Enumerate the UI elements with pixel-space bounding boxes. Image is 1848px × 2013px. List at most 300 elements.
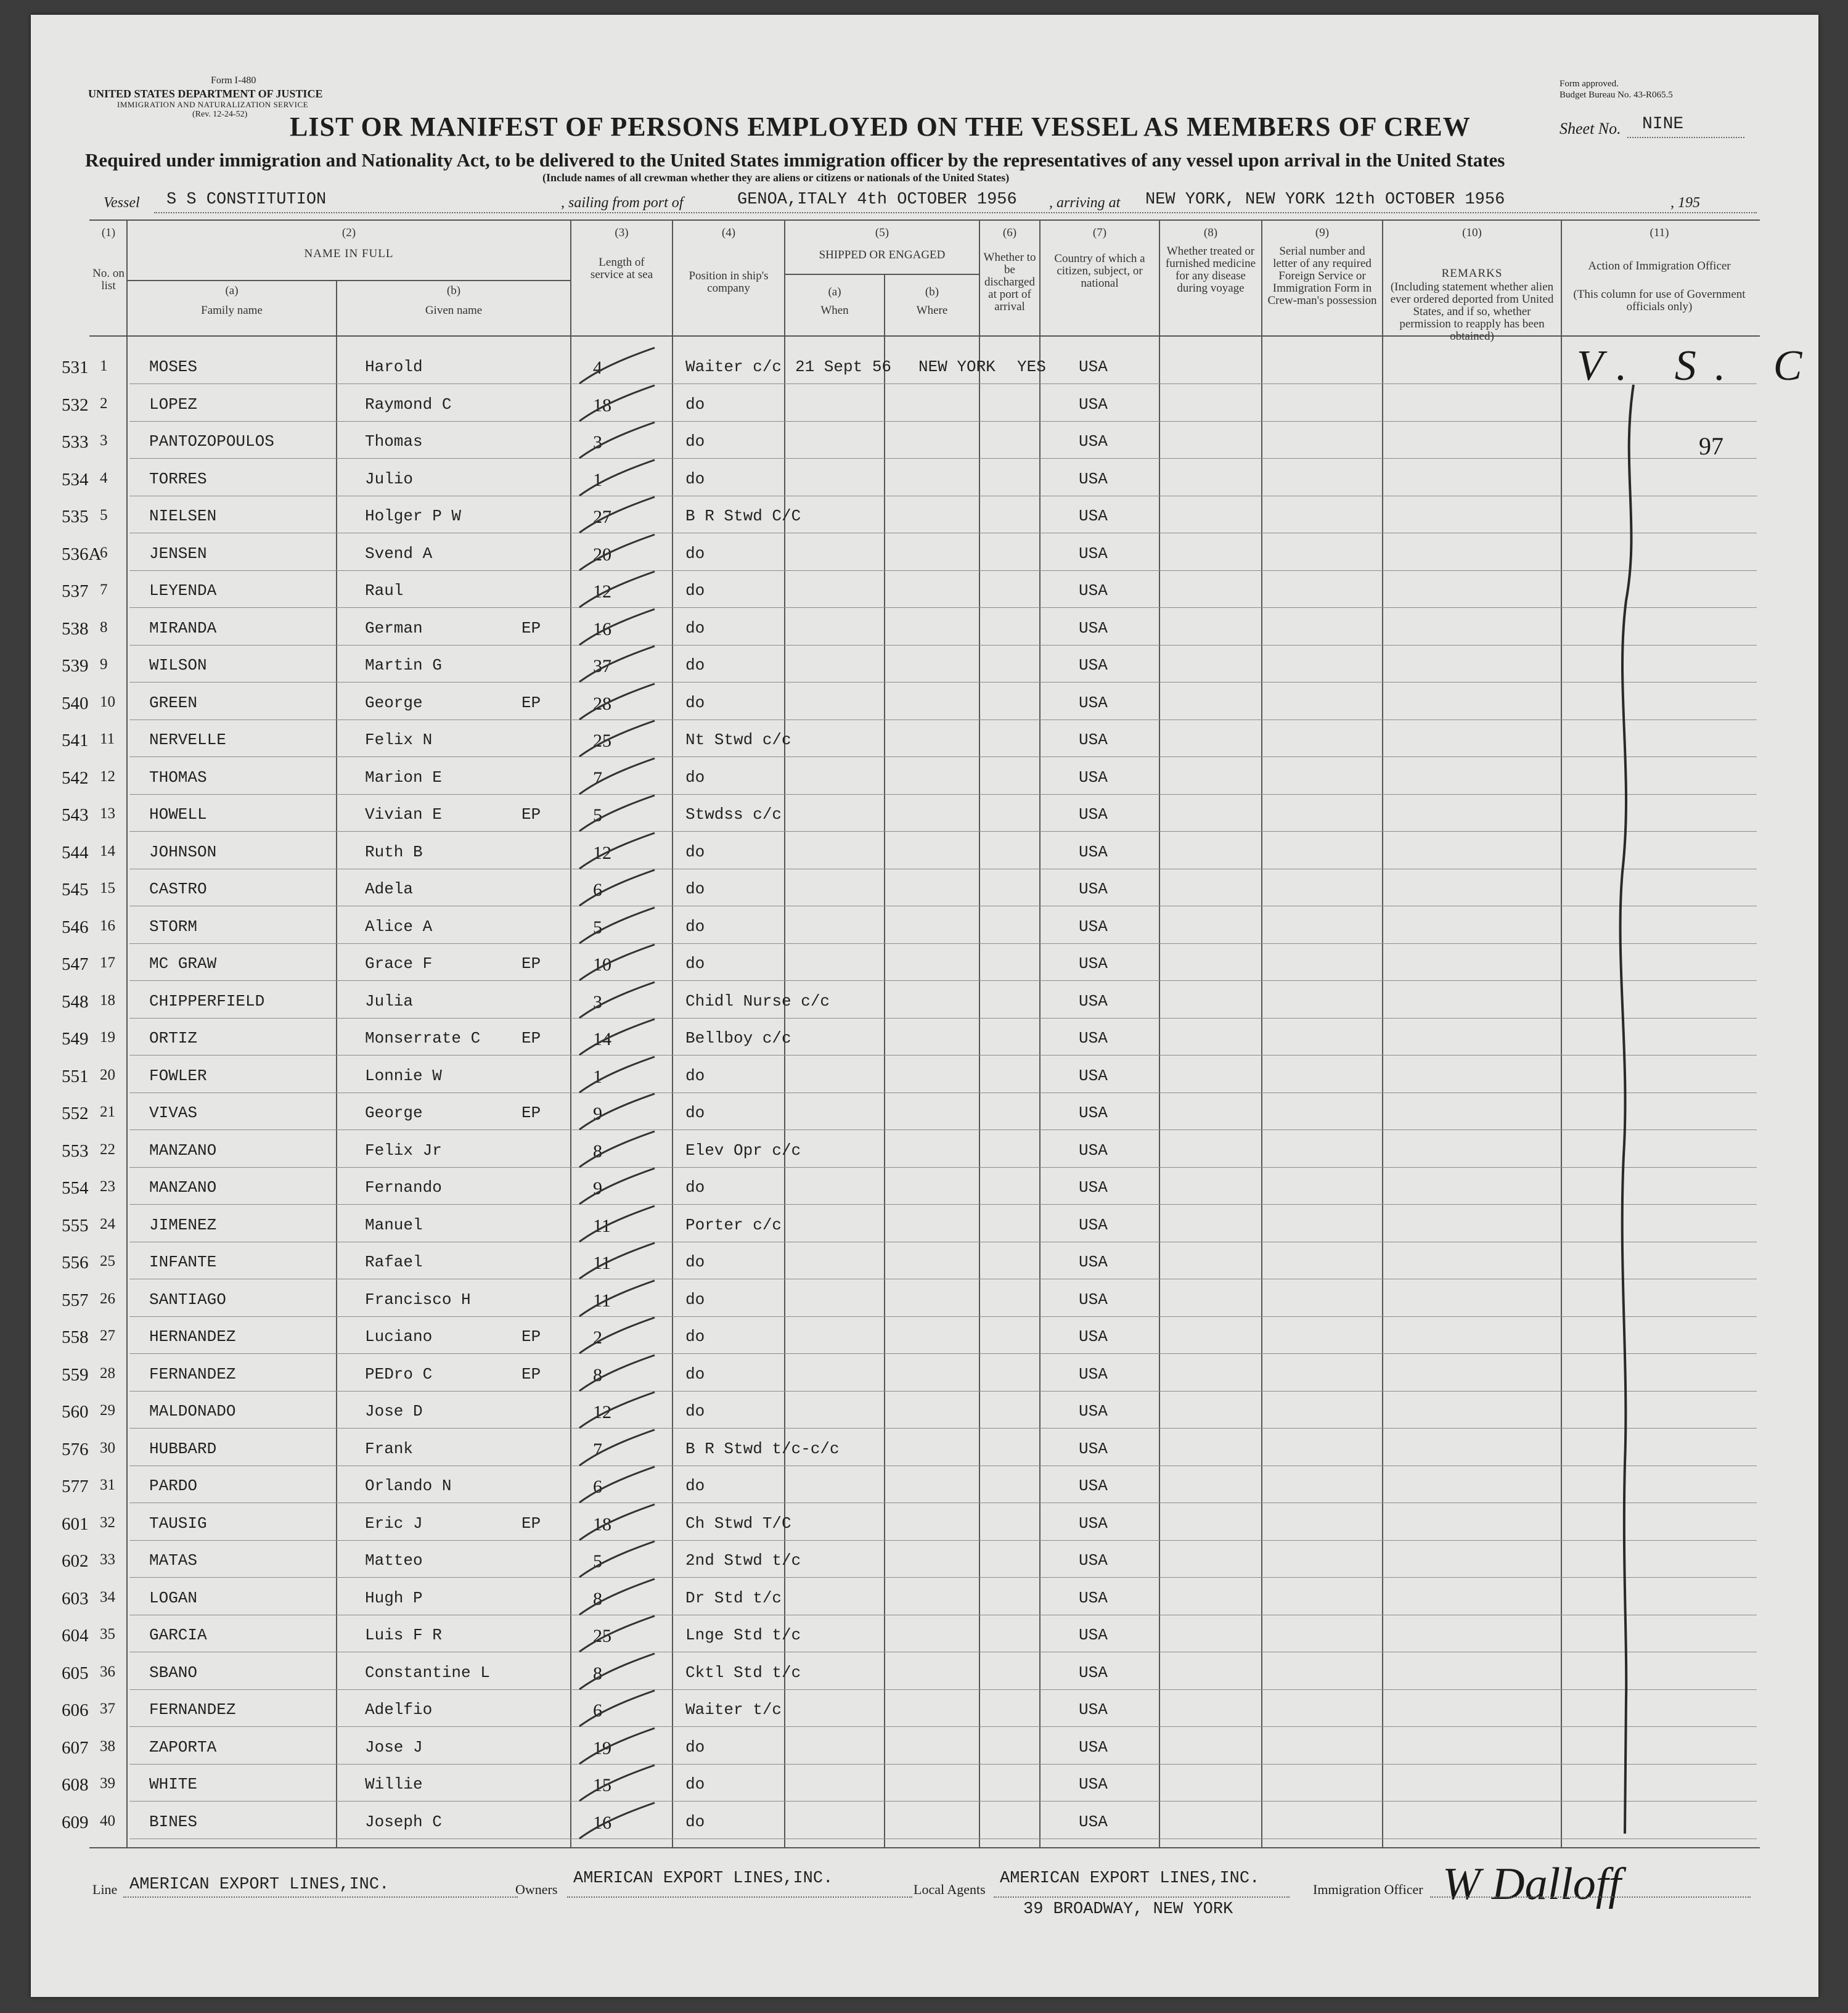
row-family-name: VIVAS	[149, 1104, 198, 1122]
row-given-name: Orlando N	[365, 1477, 452, 1495]
row-tag: 576	[62, 1439, 89, 1459]
row-tag: 609	[62, 1812, 89, 1832]
row-number: 33	[100, 1551, 115, 1568]
row-rule	[129, 1764, 1757, 1765]
row-ep-mark: EP	[521, 618, 541, 638]
row-position: do	[685, 1364, 705, 1384]
row-family-name: WILSON	[149, 656, 207, 674]
col1-header: No. on list	[92, 267, 125, 292]
row-rule	[129, 1428, 1757, 1429]
row-given-name: Felix Jr	[365, 1141, 442, 1160]
row-length: 37	[593, 656, 611, 676]
row-family-name: TAUSIG	[149, 1514, 207, 1533]
row-number: 31	[100, 1477, 115, 1493]
row-discharge: YES	[1017, 358, 1046, 376]
row-given-name: Adelfio	[365, 1700, 433, 1719]
row-number: 6	[100, 544, 108, 561]
row-tag: 546	[62, 917, 89, 937]
row-rule	[129, 645, 1757, 646]
row-position: do	[685, 842, 705, 861]
row-position: do	[685, 768, 705, 787]
row-rule	[129, 980, 1757, 981]
row-tag: 548	[62, 991, 89, 1012]
row-position: Waiter c/c	[685, 358, 782, 376]
row-given-name: George	[365, 693, 423, 712]
check-mark-icon	[573, 420, 666, 463]
row-family-name: CASTRO	[149, 880, 207, 898]
row-length: 1	[593, 1066, 602, 1087]
col-line-2	[570, 219, 571, 1847]
row-length: 5	[593, 917, 602, 938]
row-position: do	[685, 544, 705, 563]
row-number: 8	[100, 618, 108, 636]
row-rule	[129, 383, 1757, 384]
sheet-number: NINE	[1642, 115, 1684, 134]
row-rule	[129, 831, 1757, 832]
row-family-name: FOWLER	[149, 1066, 207, 1085]
row-tag: 549	[62, 1029, 89, 1049]
row-given-name: German	[365, 618, 423, 638]
col5-header: SHIPPED OR ENGAGED	[819, 248, 946, 261]
row-family-name: NIELSEN	[149, 507, 217, 525]
row-country: USA	[1079, 1737, 1108, 1757]
row-rule	[129, 682, 1757, 683]
row-tag: 554	[62, 1178, 89, 1198]
row-length: 14	[593, 1029, 611, 1049]
department-name: UNITED STATES DEPARTMENT OF JUSTICE	[88, 88, 323, 100]
row-length: 3	[593, 432, 602, 453]
row-given-name: Manuel	[365, 1215, 423, 1234]
row-number: 32	[100, 1514, 115, 1531]
check-mark-icon	[573, 494, 666, 538]
row-length: 27	[593, 507, 611, 527]
row-number: 17	[100, 954, 115, 971]
row-number: 22	[100, 1141, 115, 1158]
officer-label: Immigration Officer	[1313, 1882, 1423, 1897]
row-given-name: Harold	[365, 358, 423, 376]
row-country: USA	[1079, 1178, 1108, 1197]
row-number: 10	[100, 693, 115, 710]
row-position: Bellboy c/c	[685, 1029, 791, 1047]
row-rule	[129, 1055, 1757, 1056]
row-position: do	[685, 1104, 705, 1122]
row-country: USA	[1079, 1253, 1108, 1271]
col2a-number: (a)	[225, 284, 239, 297]
row-tag: 553	[62, 1141, 89, 1161]
check-mark-icon	[573, 1800, 666, 1843]
row-number: 15	[100, 880, 115, 896]
row-given-name: Martin G	[365, 656, 442, 674]
check-mark-icon	[573, 1203, 666, 1247]
row-rule	[129, 1353, 1757, 1354]
row-given-name: Holger P W	[365, 507, 462, 525]
row-given-name: Raul	[365, 581, 404, 600]
row-position: do	[685, 1477, 705, 1495]
row-given-name: Lonnie W	[365, 1066, 442, 1085]
check-mark-icon	[573, 1763, 666, 1806]
check-mark-icon	[573, 1166, 666, 1209]
col9-number: (9)	[1315, 226, 1330, 239]
row-number: 36	[100, 1663, 115, 1680]
col2-number: (2)	[341, 226, 356, 239]
row-country: USA	[1079, 1029, 1108, 1047]
row-country: USA	[1079, 1141, 1108, 1160]
row-position: do	[685, 1402, 705, 1421]
shipped-subheader-line	[784, 274, 979, 275]
owners-label: Owners	[515, 1882, 558, 1897]
row-family-name: THOMAS	[149, 768, 207, 787]
check-mark-icon	[573, 1353, 666, 1396]
row-number: 2	[100, 395, 108, 412]
row-position: do	[685, 432, 705, 451]
row-number: 19	[100, 1029, 115, 1046]
row-given-name: Vivian E	[365, 805, 442, 824]
col2-header: NAME IN FULL	[304, 247, 394, 260]
vessel-line	[154, 212, 1757, 213]
row-position: do	[685, 1178, 705, 1197]
row-tag: 577	[62, 1477, 89, 1496]
col4-number: (4)	[721, 226, 736, 239]
agents-address: 39 BROADWAY, NEW YORK	[1023, 1900, 1233, 1919]
row-position: do	[685, 693, 705, 712]
row-number: 39	[100, 1775, 115, 1792]
table-bottom-border	[89, 1847, 1760, 1848]
row-length: 1	[593, 469, 602, 490]
row-tag: 603	[62, 1588, 89, 1609]
row-tag: 536A	[62, 544, 102, 564]
row-family-name: MIRANDA	[149, 618, 217, 638]
row-position: do	[685, 656, 705, 674]
row-tag: 544	[62, 842, 89, 863]
row-tag: 540	[62, 693, 89, 713]
row-given-name: Julia	[365, 991, 414, 1011]
row-given-name: Joseph C	[365, 1812, 442, 1831]
row-tag: 558	[62, 1327, 89, 1347]
col3-number: (3)	[615, 226, 629, 239]
col7-header: Country of which a citizen, subject, or national	[1054, 252, 1145, 290]
row-position: B R Stwd t/c-c/c	[685, 1439, 840, 1458]
row-length: 28	[593, 693, 611, 714]
row-country: USA	[1079, 507, 1108, 525]
row-number: 38	[100, 1737, 115, 1755]
row-given-name: Constantine L	[365, 1663, 490, 1682]
page-title: LIST OR MANIFEST OF PERSONS EMPLOYED ON THE VESSEL AS MEMBERS OF CREW	[290, 112, 1471, 142]
check-mark-icon	[573, 1091, 666, 1134]
row-length: 9	[593, 1104, 602, 1124]
row-family-name: JENSEN	[149, 544, 207, 563]
row-country: USA	[1079, 731, 1108, 749]
row-tag: 552	[62, 1104, 89, 1123]
row-number: 35	[100, 1626, 115, 1642]
check-mark-icon	[573, 756, 666, 799]
row-given-name: Ruth B	[365, 842, 423, 861]
row-number: 13	[100, 805, 115, 822]
row-tag: 538	[62, 618, 89, 639]
row-given-name: Felix N	[365, 731, 433, 749]
budget-bureau: Budget Bureau No. 43-R065.5	[1560, 90, 1673, 100]
row-given-name: Matteo	[365, 1551, 423, 1570]
row-number: 27	[100, 1327, 115, 1344]
row-given-name: Luis F R	[365, 1626, 442, 1644]
line-label: Line	[92, 1882, 118, 1897]
check-mark-icon	[573, 1688, 666, 1731]
col-line-8	[1261, 219, 1262, 1847]
row-rule	[129, 1316, 1757, 1317]
check-mark-icon	[573, 867, 666, 911]
col-line-5a	[884, 275, 885, 1847]
row-country: USA	[1079, 768, 1108, 787]
row-position: Nt Stwd c/c	[685, 731, 791, 749]
row-position: do	[685, 1327, 705, 1346]
agents-label: Local Agents	[914, 1882, 986, 1897]
row-position: do	[685, 469, 705, 488]
check-mark-icon	[573, 793, 666, 836]
row-family-name: STORM	[149, 917, 198, 936]
row-tag: 534	[62, 469, 89, 490]
row-position: Porter c/c	[685, 1215, 782, 1234]
check-mark-icon	[573, 830, 666, 874]
check-mark-icon	[573, 1278, 666, 1321]
row-number: 14	[100, 842, 115, 859]
row-family-name: FERNANDEZ	[149, 1700, 236, 1719]
check-mark-icon	[573, 1427, 666, 1470]
row-country: USA	[1079, 1290, 1108, 1309]
row-family-name: ZAPORTA	[149, 1737, 217, 1757]
row-country: USA	[1079, 954, 1108, 973]
row-given-name: Hugh P	[365, 1588, 423, 1607]
row-family-name: PANTOZOPOULOS	[149, 432, 274, 451]
row-number: 30	[100, 1439, 115, 1456]
row-tag: 602	[62, 1551, 89, 1571]
row-rule	[129, 458, 1757, 459]
col7-number: (7)	[1092, 226, 1107, 239]
row-given-name: Jose D	[365, 1402, 423, 1421]
row-country: USA	[1079, 656, 1108, 674]
row-position: do	[685, 1812, 705, 1831]
row-ep-mark: EP	[521, 1104, 541, 1122]
row-tag: 541	[62, 731, 89, 750]
row-family-name: HUBBARD	[149, 1439, 217, 1458]
row-position: Ch Stwd T/C	[685, 1514, 791, 1533]
row-length: 16	[593, 618, 611, 639]
manifest-sheet	[31, 15, 1821, 1997]
check-mark-icon	[573, 1054, 666, 1097]
row-length: 8	[593, 1364, 602, 1385]
row-length: 11	[593, 1290, 611, 1311]
row-rule	[129, 1801, 1757, 1802]
row-country: USA	[1079, 1775, 1108, 1794]
check-mark-icon	[573, 681, 666, 724]
row-length: 7	[593, 1439, 602, 1460]
row-country: USA	[1079, 1551, 1108, 1570]
row-country: USA	[1079, 469, 1108, 488]
row-family-name: JOHNSON	[149, 842, 217, 861]
row-family-name: GARCIA	[149, 1626, 207, 1644]
row-family-name: MATAS	[149, 1551, 198, 1570]
row-tag: 535	[62, 507, 89, 527]
sailing-port: GENOA,ITALY 4th OCTOBER 1956	[737, 191, 1017, 209]
row-number: 40	[100, 1812, 115, 1829]
row-given-name: George	[365, 1104, 423, 1122]
row-number: 9	[100, 656, 108, 673]
col10-number: (10)	[1462, 226, 1482, 239]
row-given-name: Thomas	[365, 432, 423, 451]
row-number: 25	[100, 1253, 115, 1269]
row-tag: 560	[62, 1402, 89, 1422]
row-length: 18	[593, 395, 611, 416]
row-tag: 559	[62, 1364, 89, 1385]
row-country: USA	[1079, 805, 1108, 824]
row-tag: 547	[62, 954, 89, 974]
row-tag: 539	[62, 656, 89, 676]
row-tag: 532	[62, 395, 89, 415]
check-mark-icon	[573, 1576, 666, 1620]
row-family-name: LEYENDA	[149, 581, 217, 600]
check-mark-icon	[573, 1502, 666, 1545]
row-length: 9	[593, 1178, 602, 1199]
check-mark-icon	[573, 644, 666, 687]
col2b-header: Given name	[425, 304, 483, 317]
row-length: 8	[593, 1588, 602, 1609]
row-where: NEW YORK	[918, 358, 996, 376]
check-mark-icon	[573, 1129, 666, 1172]
row-length: 7	[593, 768, 602, 789]
row-length: 10	[593, 954, 611, 975]
row-given-name: Svend A	[365, 544, 433, 563]
owners-underline	[567, 1896, 912, 1898]
col3-header: Length of service at sea	[590, 256, 653, 281]
row-given-name: Monserrate C	[365, 1029, 481, 1047]
row-number: 20	[100, 1066, 115, 1083]
row-country: USA	[1079, 358, 1108, 376]
row-position: do	[685, 1290, 705, 1309]
row-number: 24	[100, 1215, 115, 1232]
service-name: IMMIGRATION AND NATURALIZATION SERVICE	[117, 100, 309, 109]
check-mark-icon	[573, 383, 666, 426]
col11-number: (11)	[1650, 226, 1669, 239]
row-country: USA	[1079, 1364, 1108, 1384]
row-number: 37	[100, 1700, 115, 1717]
col8-header: Whether treated or furnished medicine for any disease during voyage	[1165, 245, 1256, 295]
arriving-label: , arriving at	[1049, 195, 1121, 211]
col5b-number: (b)	[925, 285, 939, 298]
year-label: , 195	[1670, 195, 1700, 211]
check-mark-icon	[573, 1390, 666, 1433]
row-family-name: LOPEZ	[149, 395, 198, 414]
row-position: Cktl Std t/c	[685, 1663, 801, 1682]
row-position: do	[685, 917, 705, 936]
row-position: do	[685, 581, 705, 600]
row-country: USA	[1079, 1215, 1108, 1234]
row-family-name: HERNANDEZ	[149, 1327, 236, 1346]
row-position: do	[685, 954, 705, 973]
row-country: USA	[1079, 1104, 1108, 1122]
row-ep-mark: EP	[521, 693, 541, 712]
sheet-number-line	[1627, 137, 1744, 138]
row-family-name: GREEN	[149, 693, 198, 712]
row-length: 19	[593, 1737, 611, 1758]
col11-note: (This column for use of Government officials only)	[1573, 288, 1746, 313]
row-position: do	[685, 1253, 705, 1271]
row-position: Lnge Std t/c	[685, 1626, 801, 1644]
row-given-name: Julio	[365, 469, 414, 488]
row-length: 16	[593, 1812, 611, 1833]
row-rule	[129, 607, 1757, 608]
row-family-name: CHIPPERFIELD	[149, 991, 265, 1011]
row-tag: 545	[62, 880, 89, 900]
row-rule	[129, 1204, 1757, 1205]
row-country: USA	[1079, 581, 1108, 600]
check-mark-icon	[573, 345, 666, 388]
row-country: USA	[1079, 1663, 1108, 1682]
officer-mark: V. S. C	[1577, 342, 1821, 390]
row-family-name: MALDONADO	[149, 1402, 236, 1421]
col8-number: (8)	[1203, 226, 1218, 239]
row-position: 2nd Stwd t/c	[685, 1551, 801, 1570]
col4-header: Position in ship's company	[689, 269, 769, 295]
row-position: B R Stwd C/C	[685, 507, 801, 525]
col-line-3	[672, 219, 673, 1847]
row-country: USA	[1079, 1700, 1108, 1719]
row-position: do	[685, 1066, 705, 1085]
row-country: USA	[1079, 1812, 1108, 1831]
row-number: 12	[100, 768, 115, 785]
row-family-name: LOGAN	[149, 1588, 198, 1607]
row-number: 1	[100, 358, 108, 374]
form-number: Form I-480	[211, 75, 256, 86]
row-given-name: Frank	[365, 1439, 414, 1458]
row-tag: 557	[62, 1290, 89, 1310]
row-country: USA	[1079, 991, 1108, 1011]
row-country: USA	[1079, 544, 1108, 563]
row-rule	[129, 1167, 1757, 1168]
row-country: USA	[1079, 1327, 1108, 1346]
row-rule	[129, 943, 1757, 944]
row-number: 18	[100, 991, 115, 1009]
row-family-name: MANZANO	[149, 1178, 217, 1197]
row-given-name: Raymond C	[365, 395, 452, 414]
row-tag: 607	[62, 1737, 89, 1758]
col5a-header: When	[820, 304, 849, 317]
row-length: 25	[593, 731, 611, 751]
row-number: 11	[100, 731, 115, 747]
row-country: USA	[1079, 1626, 1108, 1644]
row-rule	[129, 1129, 1757, 1130]
row-family-name: SANTIAGO	[149, 1290, 226, 1309]
row-length: 5	[593, 805, 602, 826]
row-number: 5	[100, 507, 108, 523]
row-given-name: Luciano	[365, 1327, 433, 1346]
col-line-7	[1159, 219, 1160, 1847]
row-length: 4	[593, 358, 602, 378]
row-given-name: Willie	[365, 1775, 423, 1794]
row-position: do	[685, 1737, 705, 1757]
row-position: Elev Opr c/c	[685, 1141, 801, 1160]
row-length: 20	[593, 544, 611, 565]
row-rule	[129, 570, 1757, 571]
row-position: Stwdss c/c	[685, 805, 782, 824]
row-number: 7	[100, 581, 108, 598]
row-given-name: Marion E	[365, 768, 442, 787]
check-mark-icon	[573, 905, 666, 948]
row-family-name: MC GRAW	[149, 954, 217, 973]
vessel-name: S S CONSTITUTION	[166, 191, 327, 209]
row-family-name: ORTIZ	[149, 1029, 198, 1047]
row-rule	[129, 1018, 1757, 1019]
row-tag: 556	[62, 1253, 89, 1273]
row-length: 11	[593, 1215, 611, 1236]
row-tag: 537	[62, 581, 89, 601]
